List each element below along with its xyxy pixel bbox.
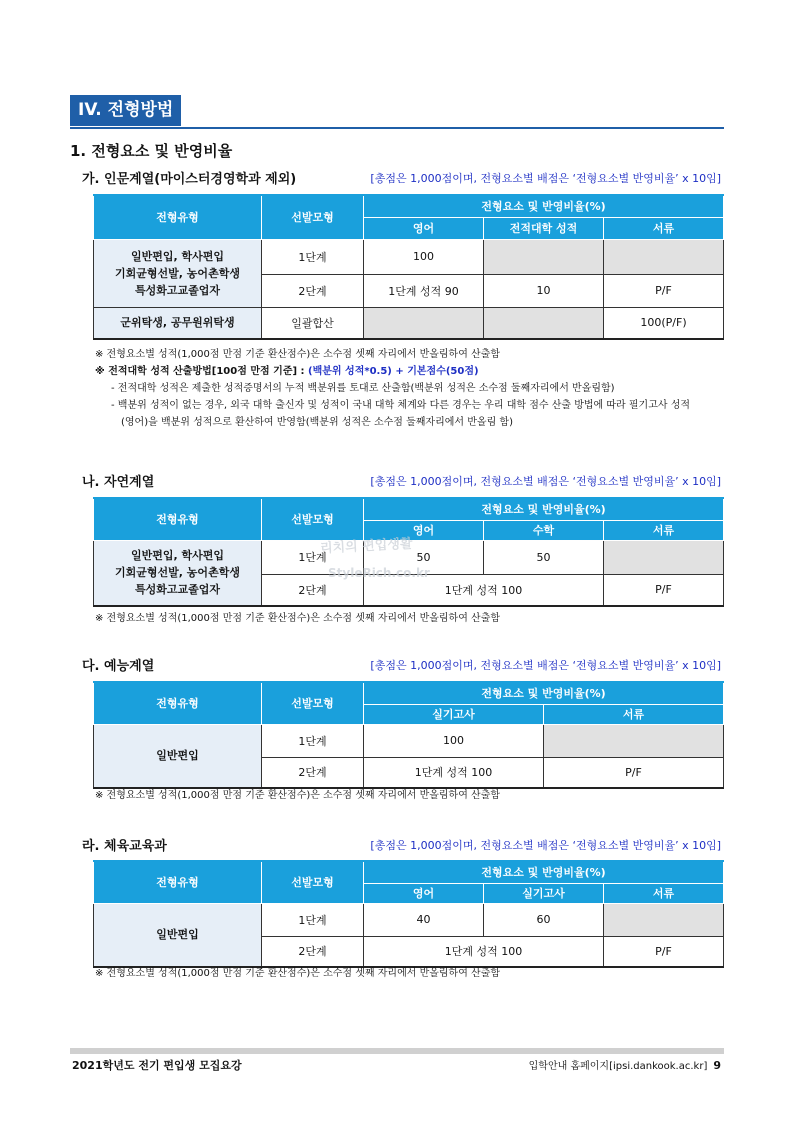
header-english: 영어: [364, 520, 484, 540]
header-elements: 전형요소 및 반영비율(%): [364, 498, 724, 520]
value-cell: 100: [364, 239, 484, 274]
note-bullet: - 백분위 성적이 없는 경우, 외국 대학 출신자 및 성적이 국내 대학 체계와 다른 경우는 우리 대학 점수 산출 방법에 따라 필기고사 성적: [111, 400, 691, 411]
type-cell-military: 군위탁생, 공무원위탁생: [94, 307, 262, 339]
header-model: 선발모형: [262, 195, 364, 239]
empty-cell: [364, 307, 484, 339]
note-rounding: ※ 전형요소별 성적(1,000점 만점 기준 환산점수)은 소수점 셋째 자리에서 반올림하여 산출함: [95, 349, 501, 360]
note-method-formula: (백분위 성적*0.5) + 기본점수(50점): [308, 366, 479, 377]
note-bullet-cont: (영어)을 백분위 성적으로 환산하여 반영함(백분위 성적은 소수점 둘째자리에서 반올림 함): [121, 417, 513, 428]
header-elements: 전형요소 및 반영비율(%): [364, 195, 724, 217]
header-elements: 전형요소 및 반영비율(%): [364, 861, 724, 883]
section-heading: 1. 전형요소 및 반영비율: [70, 142, 233, 160]
value-cell: 50: [364, 540, 484, 574]
subsection-title-da: 다. 예능계열: [82, 659, 155, 674]
stage-cell: 2단계: [262, 757, 364, 788]
footer-homepage-text: 입학안내 홈페이지[ipsi.dankook.ac.kr]: [528, 1061, 708, 1072]
note-rounding: ※ 전형요소별 성적(1,000점 만점 기준 환산점수)은 소수점 셋째 자리에서 반올림하여 산출함: [95, 790, 501, 801]
header-documents: 서류: [604, 520, 724, 540]
type-line: 일반편입, 학사편입: [130, 249, 224, 263]
table-physical-education: [93, 860, 724, 968]
notes-block-ga: [95, 346, 690, 431]
value-cell: 100(P/F): [604, 307, 724, 339]
value-cell: 100: [364, 724, 544, 757]
value-cell: 1단계 성적 100: [364, 574, 604, 606]
value-cell: 50: [484, 540, 604, 574]
page-number: 9: [713, 1059, 721, 1072]
value-cell: 1단계 성적 100: [364, 757, 544, 788]
type-line: 특성화고교졸업자: [134, 583, 220, 597]
value-cell: P/F: [604, 936, 724, 967]
header-type: 전형유형: [94, 682, 262, 724]
header-model: 선발모형: [262, 861, 364, 903]
value-cell: P/F: [604, 574, 724, 606]
footer-divider: [70, 1048, 724, 1054]
type-cell-general: 일반편입: [94, 724, 262, 788]
type-line: 기회균형선발, 농어촌학생: [115, 266, 240, 280]
table-arts: [93, 681, 724, 789]
header-model: 선발모형: [262, 498, 364, 540]
empty-cell: [484, 307, 604, 339]
footer-document-title: 2021학년도 전기 편입생 모집요강: [72, 1059, 242, 1072]
header-type: 전형유형: [94, 195, 262, 239]
header-documents: 서류: [544, 704, 724, 724]
note-rounding: ※ 전형요소별 성적(1,000점 만점 기준 환산점수)은 소수점 셋째 자리에서 반올림하여 산출함: [95, 613, 501, 624]
value-cell: 10: [484, 274, 604, 307]
header-english: 영어: [364, 883, 484, 903]
header-type: 전형유형: [94, 498, 262, 540]
empty-cell: [544, 724, 724, 757]
table-humanities: [93, 194, 724, 340]
header-documents: 서류: [604, 217, 724, 239]
stage-cell: 2단계: [262, 274, 364, 307]
chapter-title: IV. 전형방법: [70, 95, 181, 126]
subsection-title-ga: 가. 인문계열(마이스터경영학과 제외): [82, 172, 297, 187]
stage-cell: 일괄합산: [262, 307, 364, 339]
type-line: 특성화고교졸업자: [134, 283, 220, 297]
empty-cell: [604, 239, 724, 274]
score-note-da: [총점은 1,000점이며, 전형요소별 배점은 ‘전형요소별 반영비율’ x 10임]: [370, 659, 721, 672]
score-note-ra: [총점은 1,000점이며, 전형요소별 배점은 ‘전형요소별 반영비율’ x 10임]: [370, 839, 721, 852]
empty-cell: [484, 239, 604, 274]
header-model: 선발모형: [262, 682, 364, 724]
score-note-ga: [총점은 1,000점이며, 전형요소별 배점은 ‘전형요소별 반영비율’ x 10임]: [370, 172, 721, 185]
empty-cell: [604, 540, 724, 574]
watermark-text: 리치의 편입생활: [319, 536, 413, 557]
note-method-label: ※ 전적대학 성적 산출방법[100점 만점 기준] :: [95, 366, 309, 377]
stage-cell: 1단계: [262, 903, 364, 936]
subsection-title-na: 나. 자연계열: [82, 475, 155, 490]
stage-cell: 2단계: [262, 936, 364, 967]
header-practical: 실기고사: [484, 883, 604, 903]
value-cell: 1단계 성적 100: [364, 936, 604, 967]
header-elements: 전형요소 및 반영비율(%): [364, 682, 724, 704]
header-prior-grade: 전적대학 성적: [484, 217, 604, 239]
type-cell-general: [94, 239, 262, 307]
stage-cell: 1단계: [262, 724, 364, 757]
watermark-url: StyleRich.co.kr: [328, 566, 430, 580]
header-practical: 실기고사: [364, 704, 544, 724]
header-math: 수학: [484, 520, 604, 540]
table-science: [93, 497, 724, 607]
value-cell: P/F: [604, 274, 724, 307]
type-line: 기회균형선발, 농어촌학생: [115, 566, 240, 580]
type-cell-general: 일반편입: [94, 903, 262, 967]
stage-cell: 1단계: [262, 540, 364, 574]
note-bullet: - 전적대학 성적은 제출한 성적증명서의 누적 백분위를 토대로 산출함(백분위 성적은 소수점 둘째자리에서 반올림함): [111, 383, 615, 394]
chapter-divider: [70, 127, 724, 129]
header-documents: 서류: [604, 883, 724, 903]
footer-homepage: [529, 1057, 721, 1072]
empty-cell: [604, 903, 724, 936]
type-line: 일반편입, 학사편입: [130, 549, 224, 563]
stage-cell: 1단계: [262, 239, 364, 274]
value-cell: 40: [364, 903, 484, 936]
note-method: [95, 363, 690, 380]
note-rounding: ※ 전형요소별 성적(1,000점 만점 기준 환산점수)은 소수점 셋째 자리에서 반올림하여 산출함: [95, 968, 501, 979]
value-cell: 1단계 성적 90: [364, 274, 484, 307]
score-note-na: [총점은 1,000점이며, 전형요소별 배점은 ‘전형요소별 반영비율’ x 10임]: [370, 475, 721, 488]
type-cell-general: [94, 540, 262, 606]
header-type: 전형유형: [94, 861, 262, 903]
stage-cell: 2단계: [262, 574, 364, 606]
value-cell: P/F: [544, 757, 724, 788]
subsection-title-ra: 라. 체육교육과: [82, 839, 167, 854]
value-cell: 60: [484, 903, 604, 936]
header-english: 영어: [364, 217, 484, 239]
